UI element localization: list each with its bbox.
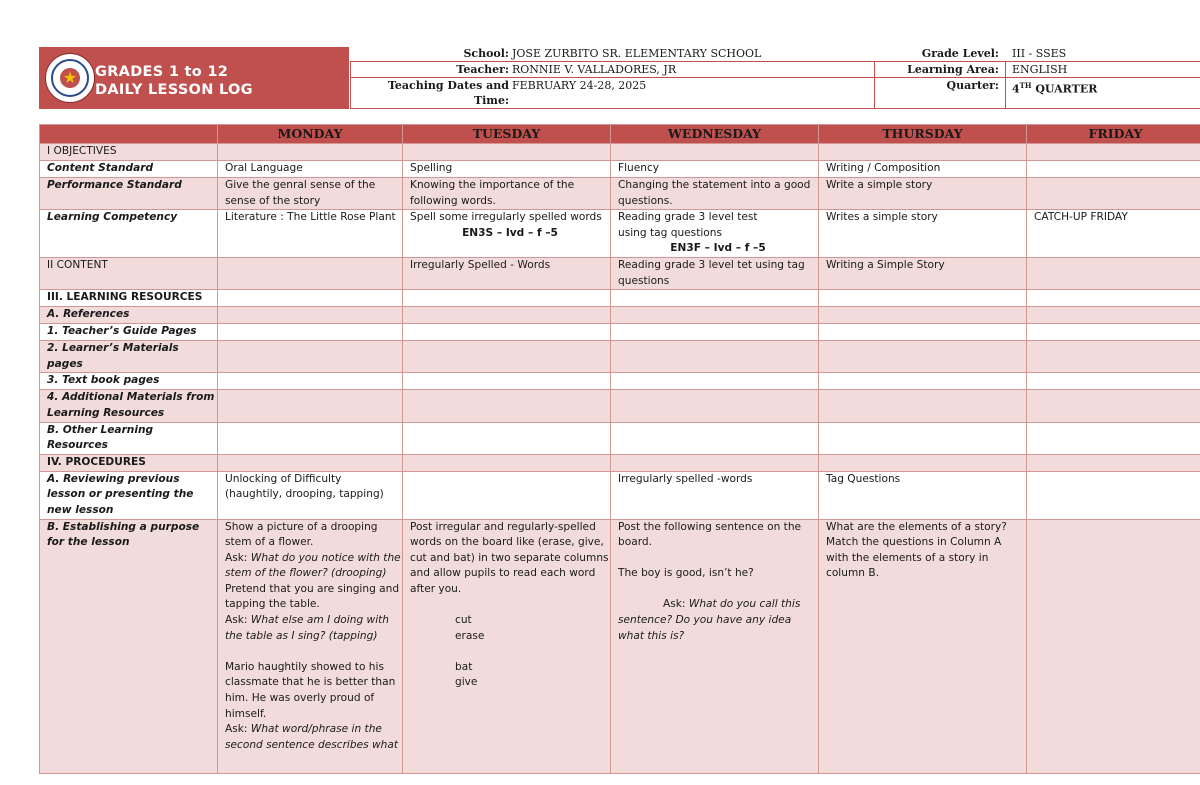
- deped-seal-icon: ★: [45, 53, 95, 103]
- row-label: 2. Learner’s Materials pages: [40, 341, 218, 373]
- cell-wed: Reading grade 3 level test using tag questions EN3F – Ivd – f –5: [611, 210, 819, 258]
- cell-mon: Literature : The Little Rose Plant: [218, 210, 403, 258]
- cell-fri: [1027, 257, 1200, 289]
- cell-wed: Fluency: [611, 161, 819, 178]
- teacher-value: RONNIE V. VALLADORES, JR: [512, 63, 677, 76]
- lesson-log-header: [39, 47, 1200, 109]
- cell-fri: [1027, 178, 1200, 210]
- cell-wed: Changing the statement into a good questions.: [611, 178, 819, 210]
- cell-tue: [403, 471, 611, 519]
- teacher-label: Teacher:: [456, 63, 509, 76]
- day-friday: FRIDAY: [1027, 125, 1200, 144]
- quarter-value: 4TH QUARTER: [1012, 81, 1098, 96]
- day-header-row: [40, 125, 1200, 144]
- day-tuesday: TUESDAY: [403, 125, 611, 144]
- cell-mon: Give the genral sense of the sense of the story: [218, 178, 403, 210]
- cell-thu: Writing a Simple Story: [819, 257, 1027, 289]
- cell-fri: [1027, 519, 1200, 773]
- brand-subtitle: DAILY LESSON LOG: [95, 82, 253, 98]
- additional-materials-row: [40, 390, 1200, 422]
- school-value: JOSE ZURBITO SR. ELEMENTARY SCHOOL: [512, 47, 762, 60]
- purpose-row: [40, 519, 1200, 773]
- cell-tue: Knowing the importance of the following words.: [403, 178, 611, 210]
- cell-tue: Post irregular and regularly-spelled words on the board like (erase, give, cut and bat) in two separate columns and allow pupils to read each word after you. cut erase bat give: [403, 519, 611, 773]
- learning-competency-row: [40, 210, 1200, 258]
- cell-tue: Spelling: [403, 161, 611, 178]
- learning-resources-row: [40, 290, 1200, 307]
- row-label: B. Establishing a purpose for the lesson: [40, 519, 218, 773]
- teaching-time-label: Time:: [473, 94, 509, 107]
- cell-wed: Irregularly spelled -words: [611, 471, 819, 519]
- grade-level-label: Grade Level:: [921, 47, 999, 60]
- references-row: [40, 307, 1200, 324]
- cell-thu: Writing / Composition: [819, 161, 1027, 178]
- other-resources-row: [40, 422, 1200, 454]
- day-thursday: THURSDAY: [819, 125, 1027, 144]
- procedures-row: [40, 454, 1200, 471]
- word-list-item: erase: [455, 629, 485, 642]
- row-label: A. References: [40, 307, 218, 324]
- content-standard-row: [40, 161, 1200, 178]
- content-row: [40, 257, 1200, 289]
- section-procedures: IV. PROCEDURES: [40, 454, 218, 471]
- word-list-item: bat: [455, 660, 473, 673]
- reviewing-row: [40, 471, 1200, 519]
- row-label: Content Standard: [40, 161, 218, 178]
- day-monday: MONDAY: [218, 125, 403, 144]
- cell-thu: Tag Questions: [819, 471, 1027, 519]
- cell-mon: Unlocking of Difficulty (haughtily, drooping, tapping): [218, 471, 403, 519]
- brand-title: GRADES 1 to 12: [95, 64, 229, 80]
- cell-mon: Oral Language: [218, 161, 403, 178]
- cell-tue: Irregularly Spelled - Words: [403, 257, 611, 289]
- row-label: 3. Text book pages: [40, 373, 218, 390]
- cell-mon: [218, 257, 403, 289]
- row-label: A. Reviewing previous lesson or presenting the new lesson: [40, 471, 218, 519]
- cell-mon: Show a picture of a drooping stem of a flower. Ask: What do you notice with the stem of the flower? (drooping) Pretend that you are singing and tapping the table. Ask: What else am I doing with the table as I sing? (tapping) Mario haughtily showed to his classmate that he is better than him. He was overly proud of himself. Ask: What word/phrase in the second sentence describes what: [218, 519, 403, 773]
- row-label: Performance Standard: [40, 178, 218, 210]
- performance-standard-row: [40, 178, 1200, 210]
- learning-area-value: ENGLISH: [1012, 63, 1068, 76]
- row-label: 4. Additional Materials from Learning Resources: [40, 390, 218, 422]
- teaching-dates-value: FEBRUARY 24-28, 2025: [512, 79, 647, 92]
- brand-banner: [39, 47, 349, 109]
- cell-wed: Reading grade 3 level tet using tag questions: [611, 257, 819, 289]
- word-list-item: give: [455, 676, 478, 689]
- section-content: II CONTENT: [40, 257, 218, 289]
- day-wednesday: WEDNESDAY: [611, 125, 819, 144]
- cell-thu: What are the elements of a story? Match the questions in Column A with the elements of a story in column B.: [819, 519, 1027, 773]
- learning-area-label: Learning Area:: [907, 63, 999, 76]
- corner-cell: [40, 125, 218, 144]
- school-label: School:: [463, 47, 509, 60]
- cell-thu: Writes a simple story: [819, 210, 1027, 258]
- section-objectives: I OBJECTIVES: [40, 144, 218, 161]
- section-learning-resources: III. LEARNING RESOURCES: [40, 290, 218, 307]
- word-list-item: cut: [455, 614, 472, 627]
- grade-level-value: III - SSES: [1012, 47, 1067, 60]
- row-label: Learning Competency: [40, 210, 218, 258]
- teaching-dates-label: Teaching Dates and: [387, 79, 509, 92]
- objectives-row: [40, 144, 1200, 161]
- row-label: B. Other Learning Resources: [40, 422, 218, 454]
- quarter-label: Quarter:: [946, 79, 999, 92]
- cell-wed: Post the following sentence on the board. The boy is good, isn’t he? Ask: What do you call this sentence? Do you have any idea what this is?: [611, 519, 819, 773]
- cell-fri: [1027, 161, 1200, 178]
- row-label: 1. Teacher’s Guide Pages: [40, 324, 218, 341]
- competency-code: EN3S – Ivd – f –5: [462, 226, 558, 239]
- lesson-log-table: [39, 124, 1200, 774]
- competency-code: EN3F – Ivd – f –5: [670, 242, 766, 255]
- learners-materials-row: [40, 341, 1200, 373]
- cell-tue: Spell some irregularly spelled words EN3S – Ivd – f –5: [403, 210, 611, 258]
- textbook-row: [40, 373, 1200, 390]
- cell-fri: CATCH-UP FRIDAY: [1027, 210, 1200, 258]
- teachers-guide-row: [40, 324, 1200, 341]
- cell-fri: [1027, 471, 1200, 519]
- cell-thu: Write a simple story: [819, 178, 1027, 210]
